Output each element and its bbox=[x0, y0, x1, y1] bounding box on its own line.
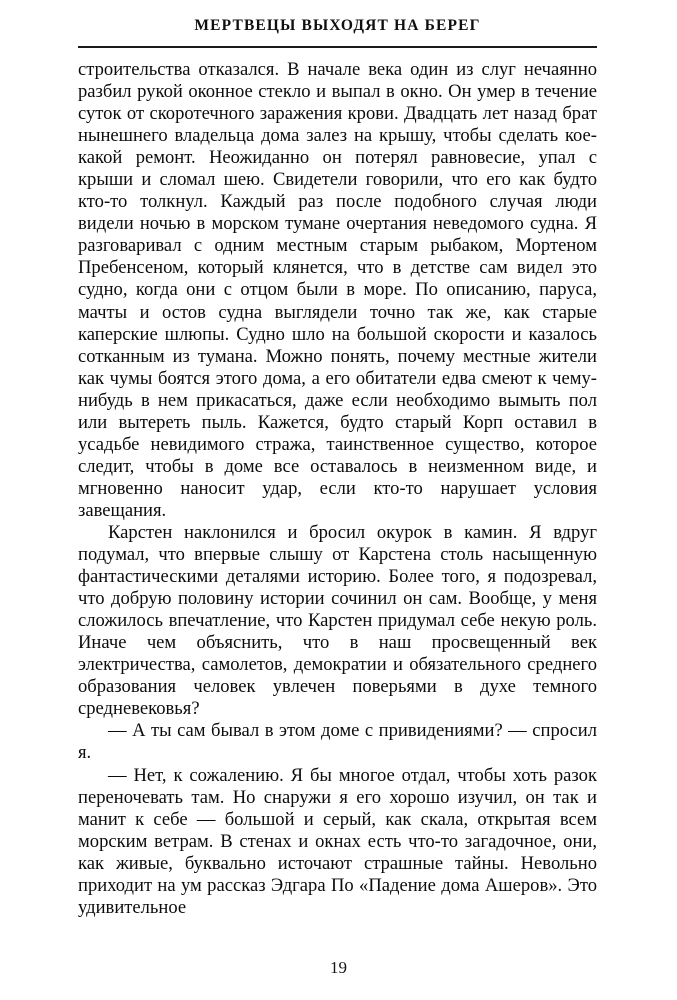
page-number: 19 bbox=[330, 958, 347, 977]
running-head: МЕРТВЕЦЫ ВЫХОДЯТ НА БЕРЕГ bbox=[194, 17, 481, 34]
paragraph-dialogue: — А ты сам бывал в этом доме с привидениями? — спросил я. bbox=[78, 720, 597, 764]
body-text-block bbox=[78, 59, 597, 919]
paragraph: строительства отказался. В начале века один из слуг нечаянно разбил рукой оконное стекло и выпал в окно. Он умер в течение суток от скоротечного заражения крови. Двадцать лет назад брат нынешнего владельца дома залез на крышу, чтобы сделать кое-какой ремонт. Неожиданно он потерял равновесие, упал с крыши и сломал шею. Свидетели говорили, что его как будто кто-то толкнул. Каждый раз после подобного случая люди видели ночью в морском тумане очертания неведомого судна. Я разговаривал с одним местным старым рыбаком, Мортеном Пребенсеном, который клянется, что в детстве сам видел это судно, когда они с отцом были в море. По описанию, паруса, мачты и остов судна выглядели точно так же, как старые каперские шлюпы. Судно шло на большой скорости и казалось сотканным из тумана. Можно понять, почему местные жители как чумы боятся этого дома, а его обитатели едва смеют к чему-нибудь в нем прикасаться, даже если необходимо вымыть пол или вытереть пыль. Кажется, будто старый Корп оставил в усадьбе невидимого стража, таинственное существо, которое следит, чтобы в доме все оставалось в неизменном виде, и мгновенно наносит удар, если кто-то нарушает условия завещания. bbox=[78, 59, 597, 521]
paragraph: Карстен наклонился и бросил окурок в камин. Я вдруг подумал, что впервые слышу от Карстена столь насыщенную фантастическими деталями историю. Более того, я подозревал, что добрую половину истории сочинил он сам. Вообще, у меня сложилось впечатление, что Карстен придумал себе некую роль. Иначе чем объяснить, что в наш просвещенный век электричества, самолетов, демократии и обязательного среднего образования человек увлечен поверьями в духе темного средневековья? bbox=[78, 521, 597, 720]
header-rule bbox=[78, 46, 597, 48]
paragraph-dialogue: — Нет, к сожалению. Я бы многое отдал, чтобы хоть разок переночевать там. Но снаружи я его хорошо изучил, он так и манит к себе — большой и серый, как скала, открытая всем морским ветрам. В стенах и окнах есть что-то загадочное, они, как живые, буквально источают страшные тайны. Невольно приходит на ум рассказ Эдгара По «Падение дома Ашеров». Это удивительное bbox=[78, 764, 597, 918]
